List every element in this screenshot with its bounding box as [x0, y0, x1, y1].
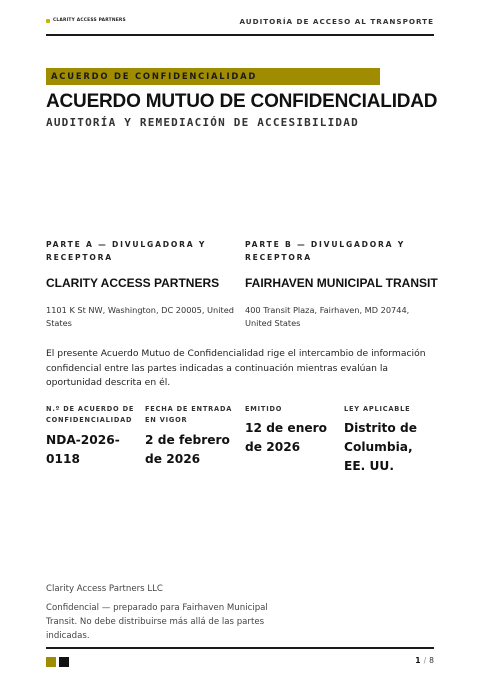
- footer-divider: [46, 647, 434, 649]
- meta-value: Distrito de Columbia, EE. UU.: [344, 421, 417, 473]
- meta-value: 12 de enero de 2026: [245, 421, 328, 454]
- page-current: 1: [415, 656, 421, 665]
- banner-label: ACUERDO DE CONFIDENCIALIDAD: [51, 71, 258, 81]
- accent-swatch-icon: [46, 657, 56, 667]
- meta-label: LEY APLICABLE: [344, 405, 411, 413]
- party-b-label: PARTE B — DIVULGADORA Y RECEPTORA: [245, 240, 406, 262]
- meta-issued-date: [245, 404, 339, 454]
- party-a-block: [46, 238, 236, 328]
- document-title: ACUERDO MUTUO DE CONFIDENCIALIDAD: [46, 91, 438, 112]
- meta-label: N.º DE ACUERDO DE CONFIDENCIALIDAD: [46, 405, 135, 424]
- party-a-label: PARTE A — DIVULGADORA Y RECEPTORA: [46, 240, 207, 262]
- intro-paragraph: El presente Acuerdo Mutuo de Confidencialidad rige el intercambio de información confidencial entre las partes indicadas a continuación mientras evalúan la oportunidad descrita en él.: [46, 348, 426, 388]
- meta-label: EMITIDO: [245, 405, 283, 413]
- header-section-title: AUDITORÍA DE ACCESO AL TRANSPORTE: [239, 17, 434, 26]
- header-brand: [46, 18, 126, 23]
- document-type-banner: [46, 68, 380, 85]
- page-separator: /: [423, 656, 427, 665]
- page-number: [415, 656, 434, 665]
- footer-confidential-note: Confidencial — preparado para Fairhaven Municipal Transit. No debe distribuirse más allá de las partes indicadas.: [46, 603, 268, 641]
- meta-label: FECHA DE ENTRADA EN VIGOR: [145, 405, 233, 424]
- meta-governing-law: [344, 404, 438, 473]
- meta-value: NDA-2026-0118: [46, 433, 120, 466]
- page-total: 8: [429, 656, 434, 665]
- party-b-name: FAIRHAVEN MUNICIPAL TRANSIT: [245, 276, 438, 290]
- party-b-block: [245, 238, 438, 328]
- brand-dot-icon: [46, 19, 50, 23]
- party-b-address: 400 Transit Plaza, Fairhaven, MD 20744, United States: [245, 305, 410, 328]
- page-header: [46, 16, 434, 28]
- party-a-name: CLARITY ACCESS PARTNERS: [46, 276, 220, 290]
- ink-swatch-icon: [59, 657, 69, 667]
- header-brand-name: CLARITY ACCESS PARTNERS: [53, 18, 126, 23]
- document-subtitle: AUDITORÍA Y REMEDIACIÓN DE ACCESIBILIDAD: [46, 116, 359, 129]
- meta-effective-date: [145, 404, 239, 466]
- meta-value: 2 de febrero de 2026: [145, 433, 230, 466]
- footer-company: Clarity Access Partners LLC: [46, 584, 163, 594]
- party-a-address: 1101 K St NW, Washington, DC 20005, United States: [46, 305, 234, 328]
- meta-agreement-number: [46, 404, 140, 466]
- header-divider: [46, 34, 434, 36]
